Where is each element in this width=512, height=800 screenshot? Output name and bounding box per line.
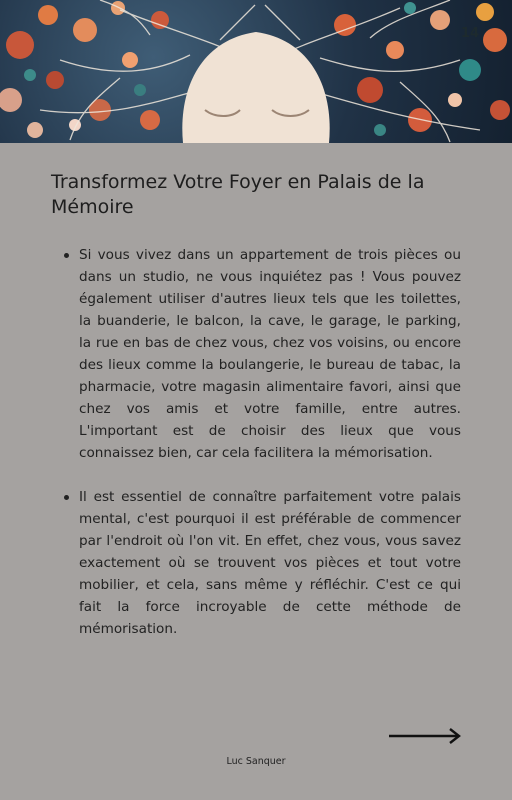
page-number: 14 xyxy=(461,26,480,41)
long-arrow-right-icon[interactable] xyxy=(388,727,462,745)
bullet-list xyxy=(64,244,461,640)
list-item xyxy=(64,486,461,640)
bullet-icon xyxy=(64,253,69,258)
paragraph-text: Il est essentiel de connaître parfaitement votre palais mental, c'est pourquoi il est préférable de commencer par l'endroit où l'on vit. En effet, chez vous, vous savez exactement où se trouvent vos pièces et tout votre mobilier, et cela, sans même y réfléchir. C'est ce qui fait la force incroyable de cette méthode de mémorisation. xyxy=(79,489,461,637)
illustration-canvas xyxy=(0,0,512,143)
author-name: Luc Sanquer xyxy=(226,756,286,767)
page-title: Transformez Votre Foyer en Palais de la Mémoire xyxy=(51,171,425,218)
bullet-icon xyxy=(64,495,69,500)
list-item xyxy=(64,244,461,464)
face xyxy=(182,32,329,143)
paragraph-text: Si vous vivez dans un appartement de trois pièces ou dans un studio, ne vous inquiétez pas ! Vous pouvez également utiliser d'autres lieux tels que les toilettes, la buanderie, le balcon, la cave, le garage, le parking, la rue en bas de chez vous, chez vos voisins, ou encore des lieux comme la boulangerie, le bureau de tabac, la pharmacie, votre magasin alimentaire favori, ainsi que chez vos amis et votre famille, entre autres. L'important est de choisir des lieux que vous connaissez bien, car cela facilitera la mémorisation. xyxy=(79,247,461,461)
header-illustration xyxy=(0,0,512,143)
